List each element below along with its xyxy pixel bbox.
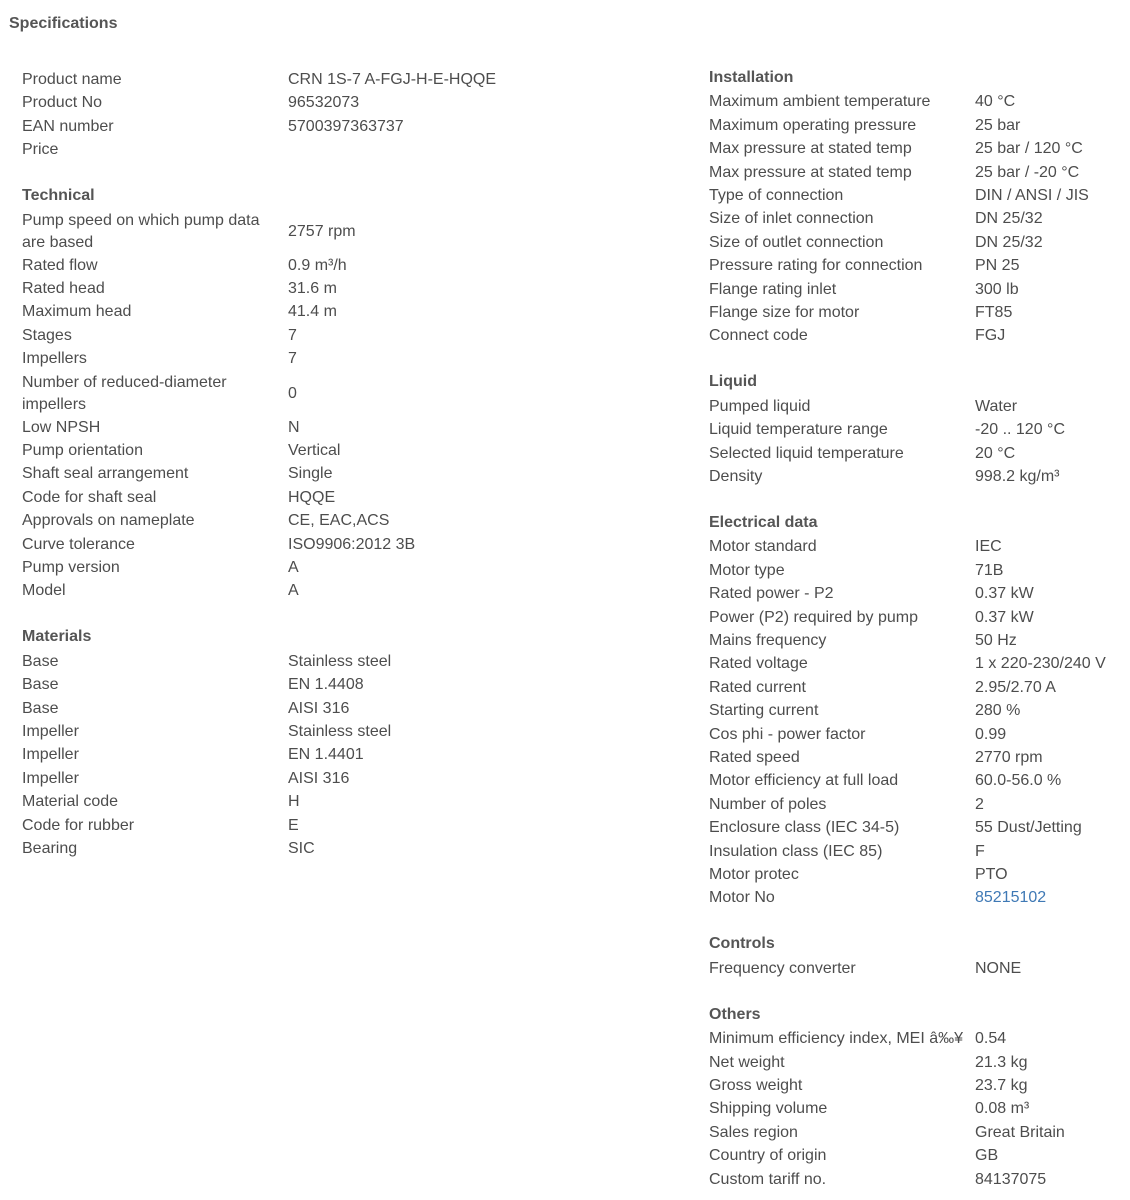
- spec-label: Number of reduced-diameter impellers: [22, 373, 227, 413]
- spec-label: Product name: [22, 71, 122, 88]
- spec-label: Selected liquid temperature: [709, 444, 904, 462]
- spec-value: PTO: [975, 866, 1008, 883]
- spec-label: Motor standard: [709, 538, 817, 556]
- section-heading-others: Others: [709, 1005, 761, 1023]
- spec-label: Pump version: [22, 559, 120, 576]
- spec-value: Single: [288, 465, 333, 483]
- spec-label: Starting current: [709, 702, 819, 720]
- spec-value: F: [975, 842, 985, 860]
- spec-value: HQQE: [288, 488, 336, 506]
- section-heading-controls: Controls: [709, 935, 775, 953]
- spec-value: FT85: [975, 304, 1013, 321]
- spec-label: Impellers: [22, 350, 87, 368]
- spec-label: Maximum ambient temperature: [709, 93, 931, 111]
- spec-value: Stainless steel: [288, 723, 392, 740]
- spec-label: Country of origin: [709, 1147, 827, 1165]
- spec-value: CRN 1S-7 A-FGJ-H-E-HQQE: [288, 71, 497, 88]
- spec-label: Low NPSH: [22, 418, 101, 436]
- spec-value: Great Britain: [975, 1123, 1065, 1141]
- spec-label: Price: [22, 141, 59, 159]
- spec-value: N: [288, 418, 300, 436]
- spec-label: Frequency converter: [709, 959, 856, 977]
- spec-value: 41.4 m: [288, 303, 337, 321]
- spec-value: EN 1.4408: [288, 676, 364, 694]
- spec-value: DIN / ANSI / JIS: [975, 187, 1089, 204]
- spec-label: Size of inlet connection: [709, 210, 874, 228]
- spec-label: Rated speed: [709, 749, 800, 766]
- spec-value: 0: [288, 384, 297, 402]
- spec-label: Model: [22, 582, 66, 600]
- spec-label: Impeller: [22, 723, 79, 740]
- spec-label: Stages: [22, 326, 72, 344]
- spec-label: Enclosure class (IEC 34-5): [709, 819, 900, 837]
- spec-label: Pressure rating for connection: [709, 257, 923, 275]
- spec-value: 60.0-56.0 %: [975, 772, 1062, 790]
- spec-value: 0.37 kW: [975, 585, 1034, 603]
- spec-label: Minimum efficiency index, MEI â‰¥: [709, 1030, 964, 1048]
- spec-value: 23.7 kg: [975, 1077, 1028, 1094]
- spec-value: 31.6 m: [288, 280, 337, 297]
- spec-label: Flange size for motor: [709, 304, 860, 321]
- spec-label: Rated flow: [22, 256, 98, 274]
- spec-label: Base: [22, 699, 59, 717]
- spec-value: ISO9906:2012 3B: [288, 535, 416, 553]
- spec-value: Water: [975, 397, 1018, 415]
- spec-value: DN 25/32: [975, 210, 1043, 228]
- spec-value: 1 x 220-230/240 V: [975, 655, 1106, 673]
- spec-label: Rated power - P2: [709, 585, 834, 603]
- spec-value: 25 bar / 120 °C: [975, 140, 1083, 158]
- section-heading-technical: Technical: [22, 187, 95, 205]
- spec-label: Maximum operating pressure: [709, 116, 917, 134]
- spec-value: 0.99: [975, 725, 1007, 743]
- spec-value: 2: [975, 795, 984, 813]
- spec-label: Mains frequency: [709, 632, 827, 649]
- spec-label: Motor No: [709, 889, 775, 907]
- spec-value: Vertical: [288, 442, 341, 459]
- spec-label: Curve tolerance: [22, 535, 135, 553]
- spec-label: Pump orientation: [22, 442, 143, 459]
- spec-label: Cos phi - power factor: [709, 725, 866, 743]
- spec-value: 2.95/2.70 A: [975, 678, 1056, 696]
- spec-label: Pumped liquid: [709, 397, 811, 415]
- spec-label: Liquid temperature range: [709, 421, 888, 439]
- spec-value: 96532073: [288, 94, 360, 112]
- page-title: Specifications: [9, 15, 118, 32]
- spec-value: 40 °C: [975, 93, 1016, 111]
- spec-value: CE, EAC,ACS: [288, 512, 390, 530]
- spec-value: 55 Dust/Jetting: [975, 819, 1082, 837]
- spec-value: 300 lb: [975, 280, 1019, 298]
- spec-value: 25 bar / -20 °C: [975, 163, 1080, 181]
- spec-value: 0.37 kW: [975, 608, 1034, 626]
- spec-label: Rated voltage: [709, 655, 808, 673]
- spec-value: 20 °C: [975, 444, 1016, 462]
- spec-label: Density: [709, 468, 763, 485]
- spec-label: Bearing: [22, 840, 78, 857]
- spec-label: Code for rubber: [22, 816, 135, 834]
- spec-value: 280 %: [975, 702, 1021, 720]
- spec-label: Base: [22, 652, 59, 670]
- spec-label: Custom tariff no.: [709, 1170, 827, 1188]
- spec-label: Power (P2) required by pump: [709, 608, 918, 626]
- spec-value: 21.3 kg: [975, 1053, 1028, 1071]
- spec-value: 5700397363737: [288, 117, 404, 135]
- section-heading-materials: Materials: [22, 628, 92, 646]
- spec-value: 998.2 kg/m³: [975, 468, 1060, 485]
- spec-label: Size of outlet connection: [709, 233, 884, 251]
- section-heading-electrical-data: Electrical data: [709, 514, 818, 531]
- spec-label: Connect code: [709, 327, 808, 345]
- spec-value: 0.9 m³/h: [288, 256, 347, 274]
- spec-value: EN 1.4401: [288, 746, 364, 764]
- spec-value: 7: [288, 350, 297, 368]
- spec-label: Rated head: [22, 280, 105, 297]
- spec-value: 50 Hz: [975, 632, 1017, 649]
- spec-value: PN 25: [975, 257, 1020, 275]
- spec-label: Impeller: [22, 769, 79, 787]
- spec-label: Shipping volume: [709, 1100, 828, 1118]
- spec-label: Max pressure at stated temp: [709, 140, 912, 158]
- spec-value: AISI 316: [288, 699, 350, 717]
- spec-value: A: [288, 582, 299, 600]
- section-heading-installation: Installation: [709, 69, 794, 86]
- spec-label: Approvals on nameplate: [22, 512, 195, 530]
- spec-label: Motor type: [709, 561, 785, 579]
- spec-value: FGJ: [975, 327, 1006, 345]
- spec-value: 25 bar: [975, 116, 1021, 134]
- spec-value: NONE: [975, 959, 1022, 977]
- spec-label: Pump speed on which pump data are based: [22, 211, 260, 251]
- spec-value: -20 .. 120 °C: [975, 421, 1065, 439]
- spec-label: Net weight: [709, 1053, 785, 1071]
- spec-value: 0.54: [975, 1030, 1007, 1048]
- spec-label: Gross weight: [709, 1077, 803, 1094]
- spec-value: DN 25/32: [975, 233, 1043, 251]
- spec-label: Rated current: [709, 678, 806, 696]
- spec-value: E: [288, 816, 299, 834]
- spec-value: A: [288, 559, 299, 576]
- spec-value: 71B: [975, 561, 1004, 579]
- motor-number-link[interactable]: 85215102: [975, 889, 1047, 907]
- spec-label: Maximum head: [22, 303, 132, 321]
- spec-label: Product No: [22, 94, 103, 112]
- spec-label: Base: [22, 676, 59, 694]
- spec-label: Number of poles: [709, 795, 827, 813]
- spec-label: Type of connection: [709, 187, 844, 204]
- spec-value: Stainless steel: [288, 652, 392, 670]
- spec-value: 2770 rpm: [975, 749, 1043, 766]
- section-heading-liquid: Liquid: [709, 373, 757, 391]
- spec-label: Impeller: [22, 746, 79, 764]
- spec-value: 0.08 m³: [975, 1100, 1030, 1118]
- spec-value: 7: [288, 326, 297, 344]
- spec-value: 2757 rpm: [288, 222, 356, 240]
- spec-value: IEC: [975, 538, 1002, 556]
- spec-label: Flange rating inlet: [709, 280, 837, 298]
- spec-label: Motor protec: [709, 866, 799, 883]
- spec-value: GB: [975, 1147, 999, 1165]
- spec-label: Shaft seal arrangement: [22, 465, 189, 483]
- spec-label: Material code: [22, 793, 119, 811]
- spec-label: Motor efficiency at full load: [709, 772, 899, 790]
- spec-value: AISI 316: [288, 769, 350, 787]
- spec-label: Max pressure at stated temp: [709, 163, 912, 181]
- spec-value: 84137075: [975, 1170, 1047, 1188]
- spec-label: Sales region: [709, 1123, 798, 1141]
- spec-label: Insulation class (IEC 85): [709, 842, 883, 860]
- spec-label: Code for shaft seal: [22, 488, 157, 506]
- spec-value: SIC: [288, 840, 315, 857]
- spec-label: EAN number: [22, 117, 114, 135]
- spec-value: H: [288, 793, 300, 811]
